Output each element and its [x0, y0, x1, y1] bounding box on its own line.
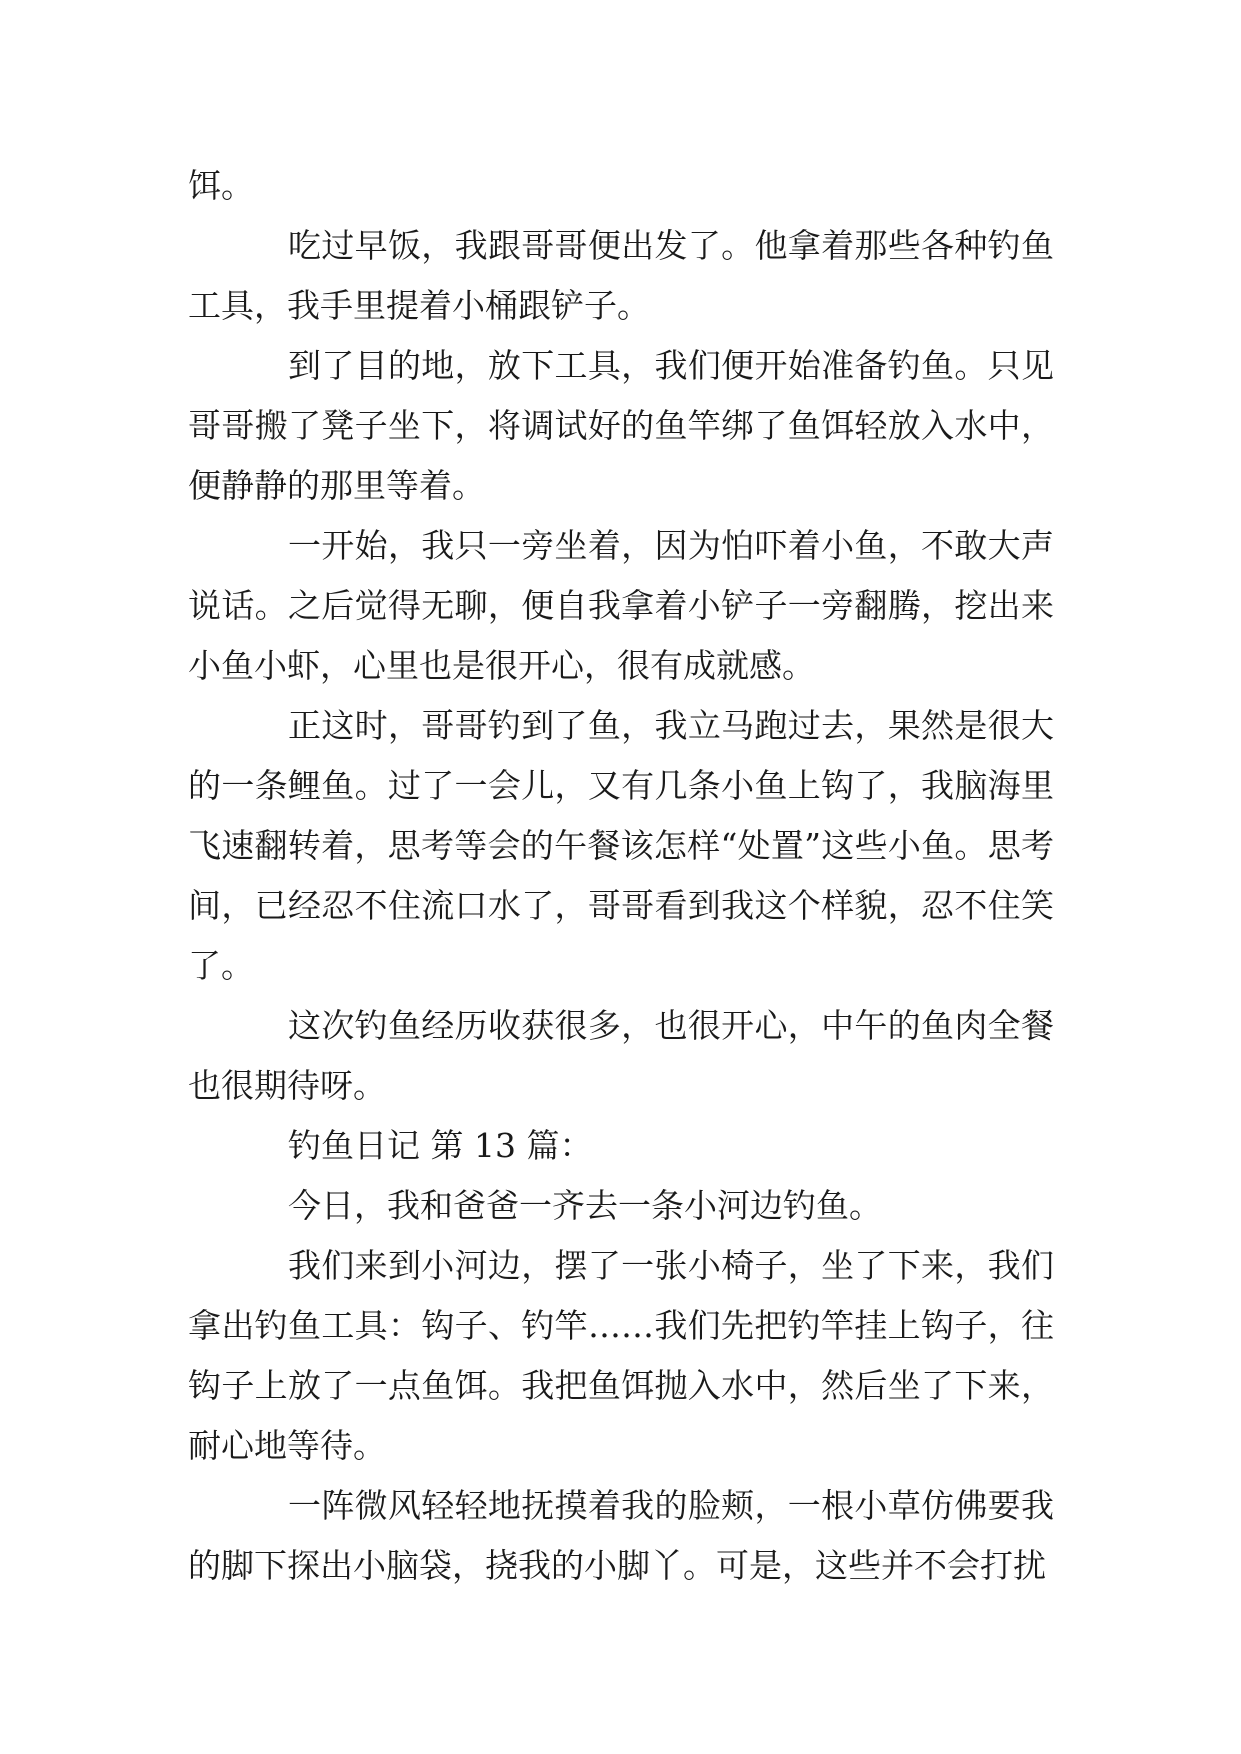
- paragraph-10: 一阵微风轻轻地抚摸着我的脸颊，一根小草仿佛要我的脚下探出小脑袋，挠我的小脚丫。可是，这些并不会打扰: [188, 1486, 1054, 1585]
- paragraph-3: 到了目的地，放下工具，我们便开始准备钓鱼。只见哥哥搬了凳子坐下，将调试好的鱼竿绑了鱼饵轻放入水中，便静静的那里等着。: [188, 346, 1054, 505]
- paragraph-4: 一开始，我只一旁坐着，因为怕吓着小鱼，不敢大声说话。之后觉得无聊，便自我拿着小铲子一旁翻腾，挖出来小鱼小虾，心里也是很开心，很有成就感。: [188, 526, 1054, 685]
- paragraph-6: 这次钓鱼经历收获很多，也很开心，中午的鱼肉全餐也很期待呀。: [188, 1006, 1054, 1105]
- paragraph-5: 正这时，哥哥钓到了鱼，我立马跑过去，果然是很大的一条鲤鱼。过了一会儿，又有几条小鱼上钩了，我脑海里飞速翻转着，思考等会的午餐该怎样“处置”这些小鱼。思考间，已经忍不住流口水了，哥哥看到我这个样貌，忍不住笑了。: [188, 706, 1054, 985]
- paragraph-8: 今日，我和爸爸一齐去一条小河边钓鱼。: [288, 1186, 882, 1225]
- paragraph-9: 我们来到小河边，摆了一张小椅子，坐了下来，我们拿出钓鱼工具：钩子、钓竿……我们先把钓竿挂上钩子，往钩子上放了一点鱼饵。我把鱼饵抛入水中，然后坐了下来，耐心地等待。: [188, 1246, 1054, 1465]
- document-body: [188, 156, 1054, 1596]
- paragraph-1: 饵。: [188, 166, 254, 205]
- section-heading: 钓鱼日记 第 13 篇：: [288, 1126, 593, 1165]
- paragraph-2: 吃过早饭，我跟哥哥便出发了。他拿着那些各种钓鱼工具，我手里提着小桶跟铲子。: [188, 226, 1054, 325]
